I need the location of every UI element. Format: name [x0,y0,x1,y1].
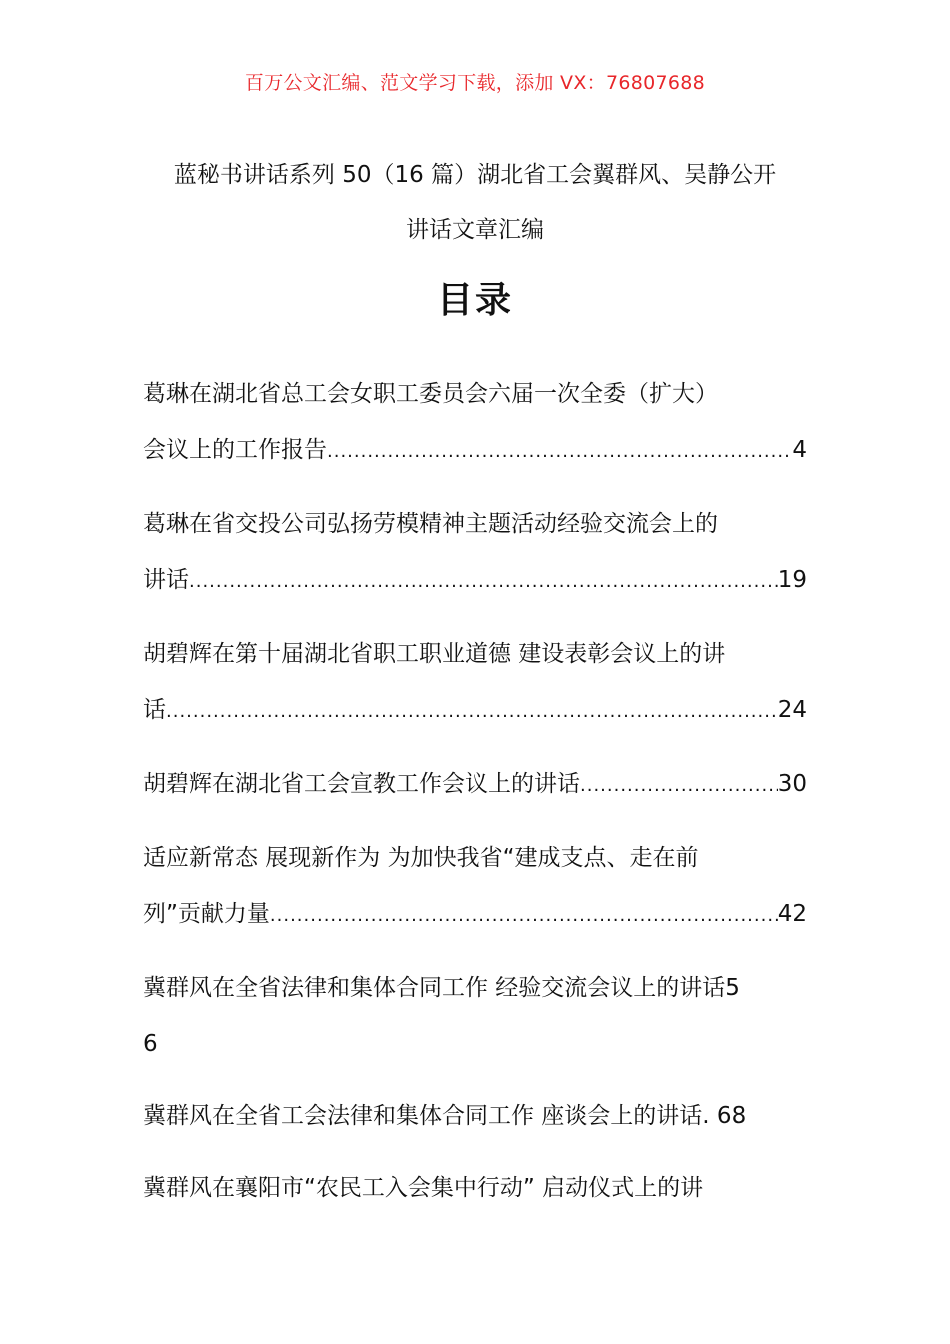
toc-entry-title: 葛琳在省交投公司弘扬劳模精神主题活动经验交流会上的 [143,511,718,537]
toc-entry[interactable] [143,756,807,814]
table-of-contents [143,366,807,1232]
dot-leader [166,684,778,740]
toc-entry-title: 冀群风在全省法律和集体合同工作 经验交流会议上的讲话5 [143,975,740,1001]
toc-page-number: 19 [777,567,807,593]
toc-entry-title: 冀群风在襄阳市“农民工入会集中行动” 启动仪式上的讲 [143,1175,704,1201]
toc-entry-leader-line [143,886,807,944]
toc-entry-title: 冀群风在全省工会法律和集体合同工作 座谈会上的讲话. 68 [143,1103,747,1129]
toc-entry[interactable] [143,1088,807,1144]
toc-entry[interactable] [143,496,807,610]
dot-leader [580,758,778,814]
document-title [140,148,810,258]
toc-entry-leader-line [143,422,807,480]
toc-entry-leader-line [143,552,807,610]
download-banner: 百万公文汇编、范文学习下载，添加 VX：76807688 [244,72,706,94]
toc-entry-title-cont: 话 [143,697,166,723]
toc-entry[interactable] [143,626,807,740]
dot-leader [189,554,778,610]
toc-entry-title-cont: 会议上的工作报告 [143,437,327,463]
toc-entry[interactable] [143,1160,807,1216]
toc-page-number: 42 [777,901,807,927]
toc-entry[interactable] [143,960,807,1072]
toc-entry-title: 胡碧辉在湖北省工会宣教工作会议上的讲话 [143,771,580,797]
toc-page-number: 30 [777,771,807,797]
document-title-line-2: 讲话文章汇编 [406,217,544,243]
dot-leader [270,888,778,944]
toc-page-number: 4 [792,437,807,463]
toc-entry-title-cont: 讲话 [143,567,189,593]
toc-entry-title: 适应新常态 展现新作为 为加快我省“建成支点、走在前 [143,845,699,871]
toc-entry-title: 胡碧辉在第十届湖北省职工职业道德 建设表彰会议上的讲 [143,641,726,667]
toc-entry-title-cont: 列”贡献力量 [143,901,270,927]
toc-entry-leader-line [143,682,807,740]
document-title-line-1: 蓝秘书讲话系列 50（16 篇）湖北省工会翼群风、吴静公开 [173,162,777,188]
toc-entry[interactable] [143,366,807,480]
toc-entry-title-cont: 6 [143,1031,158,1057]
toc-entry[interactable] [143,830,807,944]
toc-page-number: 24 [777,697,807,723]
toc-heading: 目录 [436,280,513,321]
toc-entry-title: 葛琳在湖北省总工会女职工委员会六届一次全委（扩大） [143,381,718,407]
toc-entry-leader-line [143,756,807,814]
dot-leader [327,424,792,480]
